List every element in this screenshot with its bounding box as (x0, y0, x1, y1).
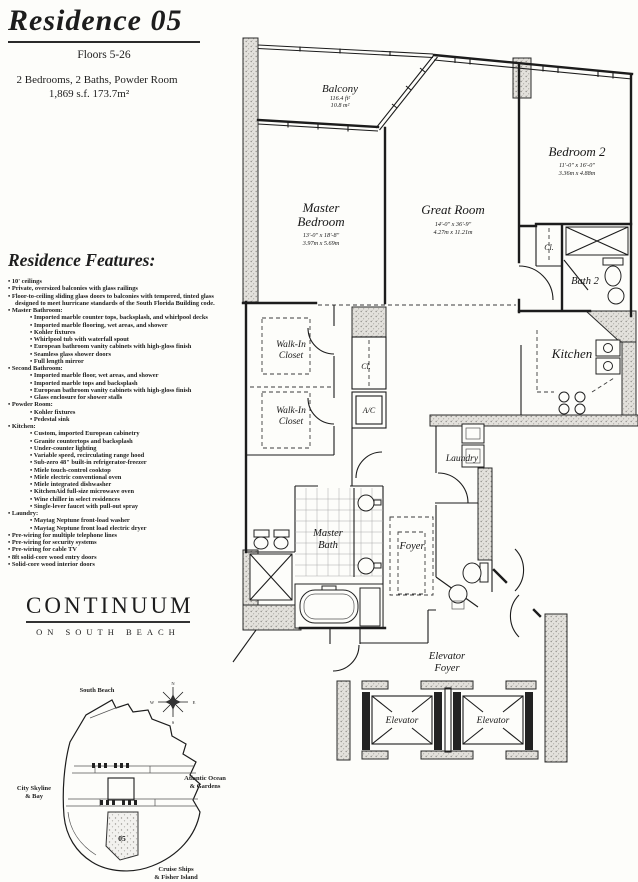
feature-item: • Maytag Neptune front load electric dryer (30, 525, 238, 532)
feature-item: • KitchenAid full-size microwave oven (30, 488, 238, 495)
label-bedroom-2-dims-metric: 3.36m x 4.88m (558, 170, 596, 177)
site-map (17, 681, 226, 881)
feature-item: • Imported marble floor, wet areas, and shower (30, 372, 238, 379)
sitemap-label-city-skyline: City Skyline (16, 785, 52, 792)
label-master-bedroom-2: Bedroom (297, 214, 345, 229)
area-line: 1,869 s.f. 173.7m² (48, 88, 130, 100)
sitemap-label-fisher-island: & Fisher Island (154, 874, 198, 881)
feature-item: • Glass enclosure for shower stalls (30, 394, 238, 401)
feature-item: • Under-counter lighting (30, 445, 238, 452)
feature-item: • Variable speed, recirculating range hood (30, 452, 238, 459)
label-master-bath-1: Master (313, 528, 343, 539)
label-bedroom-2-dims-imperial: 11'-0" x 16'-0" (559, 162, 595, 169)
feature-item: • Miele electric conventional oven (30, 474, 238, 481)
page-title: Residence 05 (8, 4, 200, 43)
feature-item: • Laundry: (8, 510, 238, 517)
label-closet-hall: Cl. (361, 362, 371, 371)
feature-item: • European bathroom vanity cabinets with high-gloss finish (30, 387, 238, 394)
compass-s: S (171, 720, 175, 725)
label-balcony-area-metric: 10.8 m² (330, 102, 350, 109)
label-walk-in-closet-1a: Walk-In (276, 340, 306, 350)
label-master-bath-2: Bath (318, 540, 338, 551)
label-great-room-dims-imperial: 14'-0" x 36'-9" (434, 221, 472, 228)
feature-item: • Whirlpool tub with waterfall spout (30, 336, 238, 343)
label-master-bedroom-dims-imperial: 13'-0" x 18'-8" (302, 232, 340, 239)
sitemap-label-bay: & Bay (25, 793, 43, 800)
feature-item: • Imported marble tops and backsplash (30, 380, 238, 387)
label-bedroom-2: Bedroom 2 (548, 144, 606, 159)
label-bath-2: Bath 2 (571, 276, 599, 287)
feature-item: • Imported marble flooring, wet areas, and shower (30, 322, 238, 329)
compass-e: E (192, 700, 196, 705)
feature-item: • Granite countertops and backsplash (30, 438, 238, 445)
feature-item: • Imported marble counter tops, backsplash, and whirlpool decks (30, 314, 238, 321)
label-walk-in-closet-2b: Closet (278, 417, 304, 427)
label-walk-in-closet-2a: Walk-In (276, 406, 306, 416)
label-foyer: Foyer (399, 541, 425, 552)
feature-item: • Kohler fixtures (30, 409, 238, 416)
feature-item: • Pre-wiring for cable TV (8, 546, 238, 553)
label-great-room-dims-metric: 4.27m x 11.21m (433, 229, 473, 236)
compass-rose (150, 681, 196, 725)
feature-item: • Kohler fixtures (30, 329, 238, 336)
floor-plan (233, 38, 638, 762)
feature-item: • Maytag Neptune front-load washer (30, 517, 238, 524)
feature-item: • Powder Room: (8, 401, 238, 408)
label-elevator-foyer-1: Elevator (428, 651, 466, 662)
logo-tagline: ON SOUTH BEACH (36, 627, 180, 637)
label-balcony: Balcony (321, 83, 359, 95)
feature-item: • Single-lever faucet with pull-out spray (30, 503, 238, 510)
sitemap-label-south-beach: South Beach (79, 687, 115, 694)
feature-item: • Sub-zero 48" built-in refrigerator-freezer (30, 459, 238, 466)
feature-item: • Floor-to-ceiling sliding glass doors to balconies with tempered, tinted glass designed to meet hurricane standards of the South Florida Building code. (8, 293, 238, 308)
label-great-room: Great Room (421, 202, 485, 217)
label-ac: A/C (362, 406, 376, 415)
feature-item: • 8ft solid-core wood entry doors (8, 554, 238, 561)
feature-item: • Master Bathroom: (8, 307, 238, 314)
label-elevator-1: Elevator (385, 716, 419, 726)
label-master-bedroom-1: Master (302, 200, 340, 215)
feature-item: • Seamless glass shower doors (30, 351, 238, 358)
sitemap-label-gardens: & Gardens (189, 783, 221, 790)
feature-item: • Pedestal sink (30, 416, 238, 423)
feature-item: • Pre-wiring for multiple telephone lines (8, 532, 238, 539)
feature-item: • Solid-core wood interior doors (8, 561, 238, 568)
label-elevator-foyer-2: Foyer (434, 663, 460, 674)
compass-w: W (149, 700, 155, 705)
sitemap-label-atlantic: Atlantic Ocean (184, 775, 226, 782)
feature-item: • Second Bathroom: (8, 365, 238, 372)
logo-name: CONTINUUM (26, 593, 190, 623)
feature-item: • Miele touch-control cooktop (30, 467, 238, 474)
feature-item: • Wine chiller in select residences (30, 496, 238, 503)
label-walk-in-closet-1b: Closet (278, 351, 304, 361)
label-balcony-area-imperial: 116.4 ft² (329, 95, 351, 102)
feature-item: • Full length mirror (30, 358, 238, 365)
feature-item: • European bathroom vanity cabinets with high-gloss finish (30, 343, 238, 350)
compass-n: N (171, 681, 175, 686)
features-heading: Residence Features: (8, 250, 156, 270)
feature-item: • Private, oversized balconies with glass railings (8, 285, 238, 292)
label-master-bedroom-dims-metric: 3.97m x 5.69m (302, 240, 340, 247)
label-kitchen: Kitchen (551, 346, 593, 361)
feature-item: • Pre-wiring for security systems (8, 539, 238, 546)
sitemap-label-cruise-ships: Cruise Ships (158, 866, 194, 873)
feature-item: • Kitchen: (8, 423, 238, 430)
sitemap-unit-05: 05 (118, 834, 126, 843)
feature-item: • Miele integrated dishwasher (30, 481, 238, 488)
feature-item: • Custom, imported European cabinetry (30, 430, 238, 437)
label-laundry: Laundry (445, 454, 479, 464)
floors-range: Floors 5-26 (77, 49, 131, 61)
configuration-line: 2 Bedrooms, 2 Baths, Powder Room (16, 74, 178, 86)
label-elevator-2: Elevator (476, 716, 510, 726)
feature-item: • 10' ceilings (8, 278, 238, 285)
label-closet-bedroom2: Cl. (544, 243, 554, 252)
